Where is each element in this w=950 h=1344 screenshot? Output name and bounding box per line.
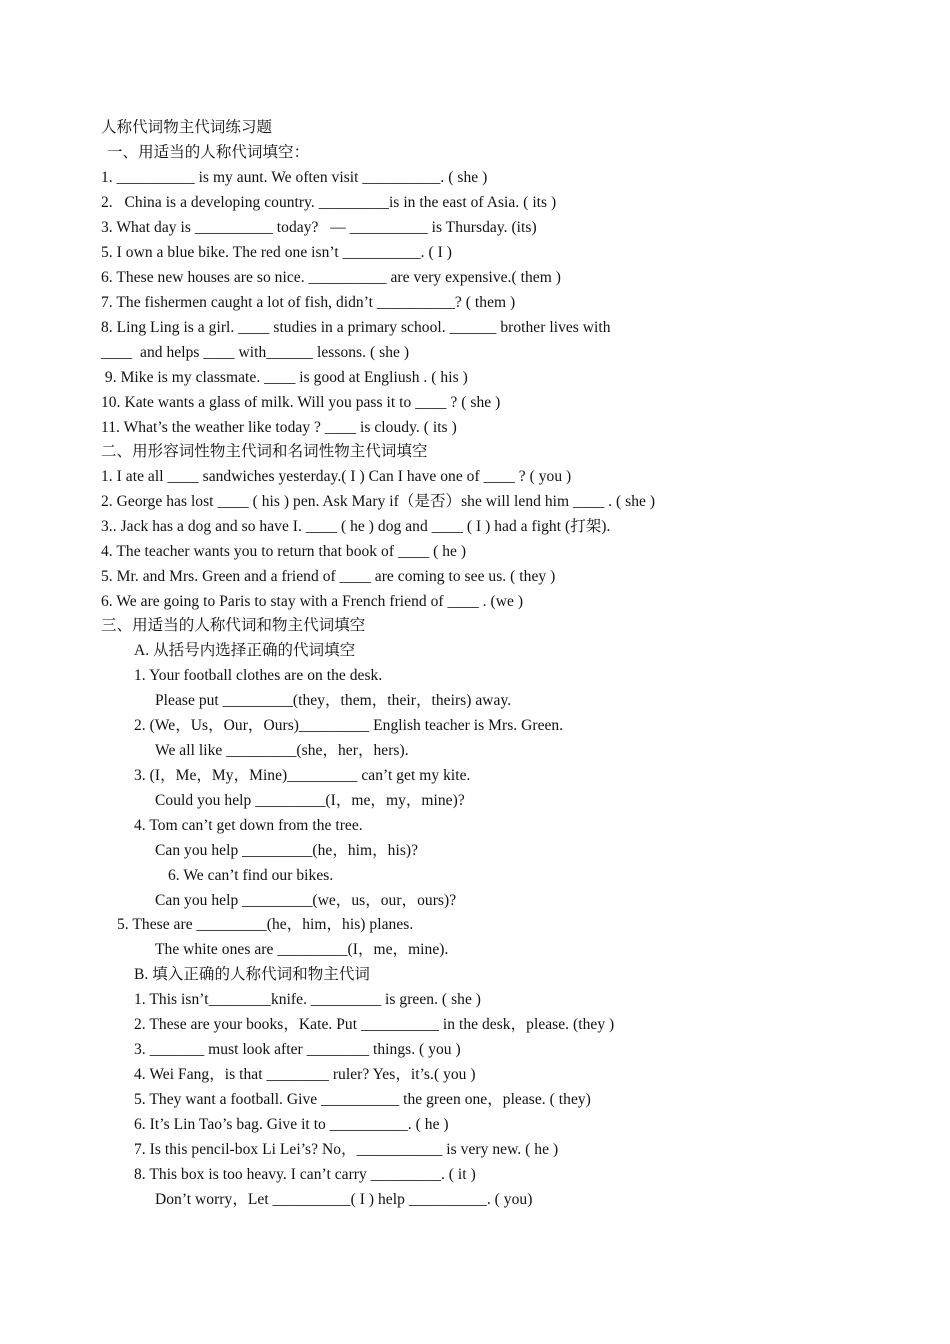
exercise-item: 3. _______ must look after ________ things. ( you ): [134, 1041, 461, 1058]
exercise-item: 4. Tom can’t get down from the tree.: [134, 817, 363, 834]
exercise-item: 8. This box is too heavy. I can’t carry _________. ( it ): [134, 1166, 476, 1183]
exercise-item: 3.. Jack has a dog and so have I. ____ ( he ) dog and ____ ( I ) had a fight (打架).: [101, 518, 611, 535]
exercise-item: 7. The fishermen caught a lot of fish, didn’t __________? ( them ): [101, 294, 516, 311]
exercise-item: 3. What day is __________ today? — __________ is Thursday. (its): [101, 219, 537, 236]
page-title: 人称代词物主代词练习题: [101, 119, 273, 136]
section-3-heading: 三、用适当的人称代词和物主代词填空: [101, 617, 366, 634]
exercise-item: Please put _________(they，them，their，theirs) away.: [155, 692, 512, 709]
exercise-item: Don’t worry，Let __________( I ) help __________. ( you): [155, 1191, 533, 1208]
exercise-item: 1. Your football clothes are on the desk.: [134, 667, 383, 684]
exercise-item: 2. These are your books，Kate. Put __________ in the desk，please. (they ): [134, 1016, 615, 1033]
part-b-heading: B. 填入正确的人称代词和物主代词: [134, 966, 370, 983]
exercise-item: 6. We can’t find our bikes.: [168, 867, 334, 884]
exercise-item: The white ones are _________(I，me，mine).: [155, 941, 449, 958]
exercise-item: 4. Wei Fang，is that ________ ruler? Yes，it’s.( you ): [134, 1066, 476, 1083]
exercise-item: Can you help _________(we，us，our，ours)?: [155, 892, 457, 909]
exercise-item: 6. We are going to Paris to stay with a French friend of ____ . (we ): [101, 593, 524, 610]
exercise-item: 2. (We，Us，Our，Ours)_________ English teacher is Mrs. Green.: [134, 717, 564, 734]
exercise-item: 4. The teacher wants you to return that book of ____ ( he ): [101, 543, 467, 560]
exercise-item: 7. Is this pencil-box Li Lei’s? No，___________ is very new. ( he ): [134, 1141, 559, 1158]
exercise-item: 3. (I，Me，My，Mine)_________ can’t get my kite.: [134, 767, 471, 784]
exercise-item: 5. They want a football. Give __________ the green one，please. ( they): [134, 1091, 591, 1108]
exercise-item: ____ and helps ____ with______ lessons. ( she ): [101, 344, 410, 361]
exercise-item: 2. China is a developing country. _________is in the east of Asia. ( its ): [101, 194, 557, 211]
section-1-heading: 一、用适当的人称代词填空：: [107, 144, 310, 161]
part-a-heading: A. 从括号内选择正确的代词填空: [134, 642, 356, 659]
exercise-item: 8. Ling Ling is a girl. ____ studies in a primary school. ______ brother lives with: [101, 319, 611, 336]
exercise-item: 6. These new houses are so nice. __________ are very expensive.( them ): [101, 269, 561, 286]
exercise-item: 6. It’s Lin Tao’s bag. Give it to __________. ( he ): [134, 1116, 449, 1133]
exercise-item: 5. These are _________(he，him，his) planes.: [117, 916, 414, 933]
exercise-item: Could you help _________(I，me，my，mine)?: [155, 792, 465, 809]
exercise-item: 2. George has lost ____ ( his ) pen. Ask Mary if（是否）she will lend him ____ . ( she ): [101, 493, 656, 510]
exercise-item: 11. What’s the weather like today ? ____ is cloudy. ( its ): [101, 419, 457, 436]
section-2-heading: 二、用形容词性物主代词和名词性物主代词填空: [101, 443, 428, 460]
exercise-item: We all like _________(she，her，hers).: [155, 742, 409, 759]
exercise-item: 1. This isn’t________knife. _________ is green. ( she ): [134, 991, 482, 1008]
exercise-item: 5. I own a blue bike. The red one isn’t __________. ( I ): [101, 244, 452, 261]
exercise-item: 9. Mike is my classmate. ____ is good at Engliush . ( his ): [101, 369, 468, 386]
exercise-item: 5. Mr. and Mrs. Green and a friend of ____ are coming to see us. ( they ): [101, 568, 556, 585]
exercise-item: 10. Kate wants a glass of milk. Will you pass it to ____ ? ( she ): [101, 394, 501, 411]
exercise-item: 1. I ate all ____ sandwiches yesterday.( I ) Can I have one of ____ ? ( you ): [101, 468, 572, 485]
exercise-item: Can you help _________(he，him，his)?: [155, 842, 419, 859]
exercise-item: 1. __________ is my aunt. We often visit __________. ( she ): [101, 169, 488, 186]
